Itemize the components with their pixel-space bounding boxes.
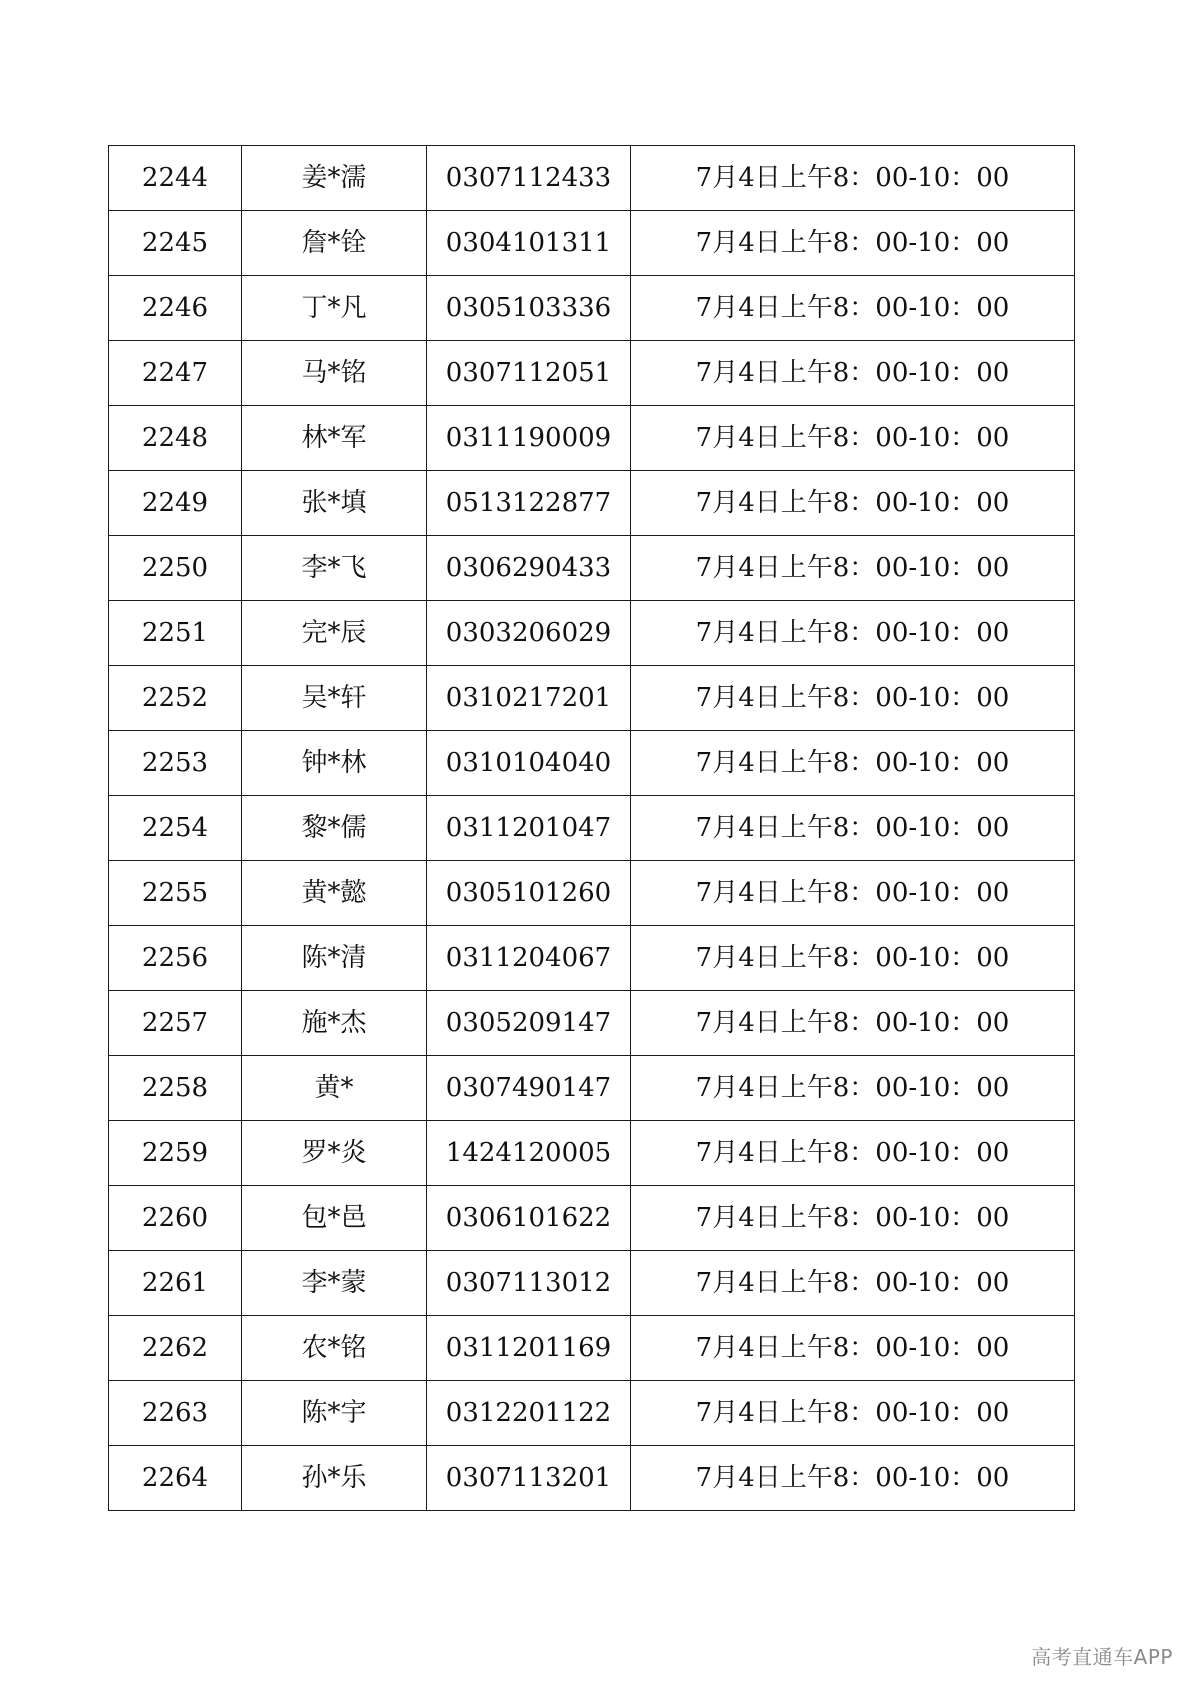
- id-number-cell: 0307112051: [427, 341, 631, 406]
- id-number-cell: 0311190009: [427, 406, 631, 471]
- time-slot-cell: 7月4日上午8：00-10：00: [631, 796, 1075, 861]
- time-slot-cell: 7月4日上午8：00-10：00: [631, 341, 1075, 406]
- time-slot-cell: 7月4日上午8：00-10：00: [631, 666, 1075, 731]
- row-number-cell: 2259: [109, 1121, 242, 1186]
- id-number-cell: 0307490147: [427, 1056, 631, 1121]
- table-row: [109, 1121, 1075, 1186]
- row-number-cell: 2245: [109, 211, 242, 276]
- roster-table: [108, 145, 1075, 1511]
- name-cell: 李*蒙: [242, 1251, 427, 1316]
- time-slot-cell: 7月4日上午8：00-10：00: [631, 471, 1075, 536]
- row-number-cell: 2261: [109, 1251, 242, 1316]
- id-number-cell: 0303206029: [427, 601, 631, 666]
- name-cell: 林*军: [242, 406, 427, 471]
- name-cell: 黄*懿: [242, 861, 427, 926]
- id-number-cell: 0304101311: [427, 211, 631, 276]
- row-number-cell: 2253: [109, 731, 242, 796]
- table-row: [109, 1316, 1075, 1381]
- row-number-cell: 2258: [109, 1056, 242, 1121]
- roster-table-body: [109, 146, 1075, 1511]
- table-row: [109, 146, 1075, 211]
- table-row: [109, 211, 1075, 276]
- time-slot-cell: 7月4日上午8：00-10：00: [631, 406, 1075, 471]
- table-row: [109, 341, 1075, 406]
- row-number-cell: 2252: [109, 666, 242, 731]
- id-number-cell: 0305209147: [427, 991, 631, 1056]
- name-cell: 李*飞: [242, 536, 427, 601]
- id-number-cell: 0513122877: [427, 471, 631, 536]
- name-cell: 农*铭: [242, 1316, 427, 1381]
- table-row: [109, 666, 1075, 731]
- name-cell: 包*邑: [242, 1186, 427, 1251]
- row-number-cell: 2260: [109, 1186, 242, 1251]
- time-slot-cell: 7月4日上午8：00-10：00: [631, 991, 1075, 1056]
- time-slot-cell: 7月4日上午8：00-10：00: [631, 276, 1075, 341]
- time-slot-cell: 7月4日上午8：00-10：00: [631, 1446, 1075, 1511]
- time-slot-cell: 7月4日上午8：00-10：00: [631, 926, 1075, 991]
- table-row: [109, 991, 1075, 1056]
- id-number-cell: 0310217201: [427, 666, 631, 731]
- name-cell: 张*填: [242, 471, 427, 536]
- row-number-cell: 2251: [109, 601, 242, 666]
- time-slot-cell: 7月4日上午8：00-10：00: [631, 861, 1075, 926]
- time-slot-cell: 7月4日上午8：00-10：00: [631, 1121, 1075, 1186]
- name-cell: 姜*濡: [242, 146, 427, 211]
- table-row: [109, 471, 1075, 536]
- id-number-cell: 0306290433: [427, 536, 631, 601]
- time-slot-cell: 7月4日上午8：00-10：00: [631, 1056, 1075, 1121]
- name-cell: 詹*铨: [242, 211, 427, 276]
- table-row: [109, 926, 1075, 991]
- id-number-cell: 0310104040: [427, 731, 631, 796]
- time-slot-cell: 7月4日上午8：00-10：00: [631, 1316, 1075, 1381]
- name-cell: 黄*: [242, 1056, 427, 1121]
- time-slot-cell: 7月4日上午8：00-10：00: [631, 1381, 1075, 1446]
- time-slot-cell: 7月4日上午8：00-10：00: [631, 1251, 1075, 1316]
- name-cell: 完*辰: [242, 601, 427, 666]
- name-cell: 丁*凡: [242, 276, 427, 341]
- name-cell: 陈*清: [242, 926, 427, 991]
- time-slot-cell: 7月4日上午8：00-10：00: [631, 536, 1075, 601]
- id-number-cell: 0305101260: [427, 861, 631, 926]
- name-cell: 钟*林: [242, 731, 427, 796]
- row-number-cell: 2263: [109, 1381, 242, 1446]
- time-slot-cell: 7月4日上午8：00-10：00: [631, 211, 1075, 276]
- id-number-cell: 0311201047: [427, 796, 631, 861]
- time-slot-cell: 7月4日上午8：00-10：00: [631, 146, 1075, 211]
- row-number-cell: 2264: [109, 1446, 242, 1511]
- name-cell: 马*铭: [242, 341, 427, 406]
- row-number-cell: 2254: [109, 796, 242, 861]
- id-number-cell: 0311204067: [427, 926, 631, 991]
- table-row: [109, 1186, 1075, 1251]
- row-number-cell: 2249: [109, 471, 242, 536]
- id-number-cell: 0307113201: [427, 1446, 631, 1511]
- name-cell: 孙*乐: [242, 1446, 427, 1511]
- table-row: [109, 601, 1075, 666]
- table-row: [109, 1446, 1075, 1511]
- time-slot-cell: 7月4日上午8：00-10：00: [631, 1186, 1075, 1251]
- row-number-cell: 2244: [109, 146, 242, 211]
- name-cell: 施*杰: [242, 991, 427, 1056]
- name-cell: 罗*炎: [242, 1121, 427, 1186]
- row-number-cell: 2246: [109, 276, 242, 341]
- table-row: [109, 1251, 1075, 1316]
- table-row: [109, 1056, 1075, 1121]
- table-row: [109, 406, 1075, 471]
- id-number-cell: 0306101622: [427, 1186, 631, 1251]
- watermark-text: 高考直通车APP: [1031, 1645, 1173, 1669]
- table-row: [109, 861, 1075, 926]
- time-slot-cell: 7月4日上午8：00-10：00: [631, 601, 1075, 666]
- row-number-cell: 2256: [109, 926, 242, 991]
- id-number-cell: 0311201169: [427, 1316, 631, 1381]
- row-number-cell: 2255: [109, 861, 242, 926]
- table-row: [109, 536, 1075, 601]
- id-number-cell: 0305103336: [427, 276, 631, 341]
- id-number-cell: 0307113012: [427, 1251, 631, 1316]
- row-number-cell: 2257: [109, 991, 242, 1056]
- id-number-cell: 1424120005: [427, 1121, 631, 1186]
- row-number-cell: 2262: [109, 1316, 242, 1381]
- row-number-cell: 2248: [109, 406, 242, 471]
- row-number-cell: 2247: [109, 341, 242, 406]
- table-row: [109, 1381, 1075, 1446]
- id-number-cell: 0312201122: [427, 1381, 631, 1446]
- time-slot-cell: 7月4日上午8：00-10：00: [631, 731, 1075, 796]
- name-cell: 吴*轩: [242, 666, 427, 731]
- table-row: [109, 796, 1075, 861]
- name-cell: 黎*儒: [242, 796, 427, 861]
- row-number-cell: 2250: [109, 536, 242, 601]
- name-cell: 陈*宇: [242, 1381, 427, 1446]
- table-row: [109, 276, 1075, 341]
- table-row: [109, 731, 1075, 796]
- id-number-cell: 0307112433: [427, 146, 631, 211]
